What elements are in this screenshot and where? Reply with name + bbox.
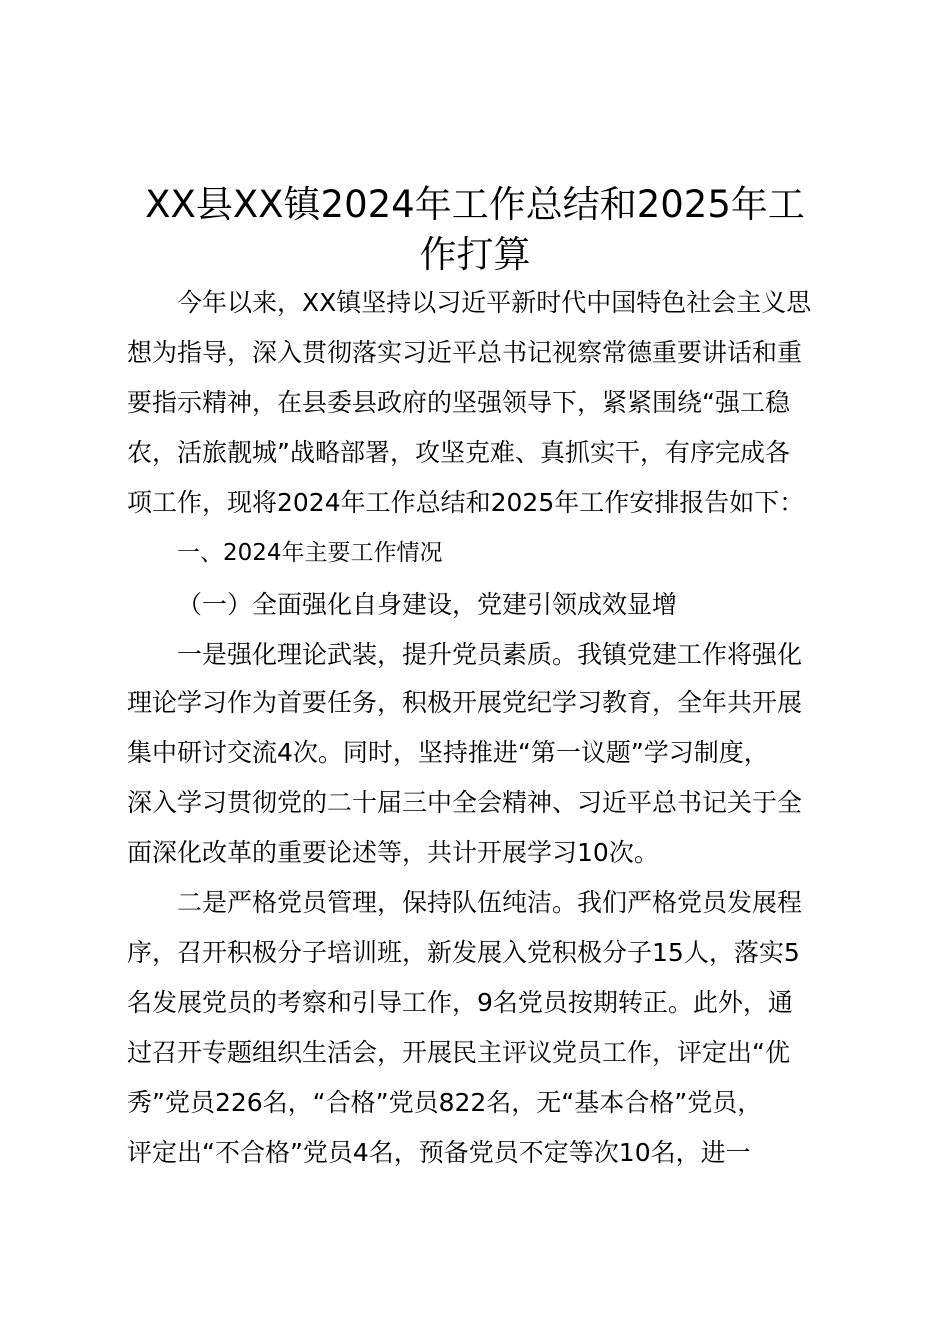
paragraph-line: 要指示精神，在县委县政府的坚强领导下，紧紧围绕“强工稳 [127,388,790,417]
paragraph-line: 项工作，现将2024年工作总结和2025年工作安排报告如下： [127,488,805,517]
paragraph-line: 理论学习作为首要任务，积极开展党纪学习教育，全年共开展 [127,688,803,717]
paragraph-line: 评定出“不合格”党员4名，预备党员不定等次10名，进一 [127,1138,751,1167]
paragraph-line: 名发展党员的考察和引导工作，9名党员按期转正。此外，通 [127,988,793,1017]
paragraph-line: 面深化改革的重要论述等，共计开展学习10次。 [127,838,659,867]
paragraph-line: 一是强化理论武装，提升党员素质。我镇党建工作将强化 [177,640,803,669]
paragraph-line: 二是严格党员管理，保持队伍纯洁。我们严格党员发展程 [177,888,803,917]
document-title-line-1: XX县XX镇2024年工作总结和2025年工 [145,183,805,226]
section-heading: 一、2024年主要工作情况 [177,540,443,566]
paragraph-line: 深入学习贯彻党的二十届三中全会精神、习近平总书记关于全 [127,788,803,817]
paragraph-line: 今年以来，XX镇坚持以习近平新时代中国特色社会主义思 [177,288,812,317]
paragraph-line: 秀”党员226名，“合格”党员822名，无“基本合格”党员， [127,1088,763,1117]
document-title-line-2: 作打算 [419,233,531,276]
paragraph-line: 农，活旅靓城”战略部署，攻坚克难、真抓实干，有序完成各 [127,438,790,467]
paragraph-line: 过召开专题组织生活会，开展民主评议党员工作，评定出“优 [127,1038,790,1067]
subsection-heading: （一）全面强化自身建设，党建引领成效显增 [177,590,678,619]
paragraph-line: 序，召开积极分子培训班，新发展入党积极分子15人，落实5 [127,938,800,967]
paragraph-line: 想为指导，深入贯彻落实习近平总书记视察常德重要讲话和重 [127,338,803,367]
paragraph-line: 集中研讨交流4次。同时，坚持推进“第一议题”学习制度， [127,738,769,767]
